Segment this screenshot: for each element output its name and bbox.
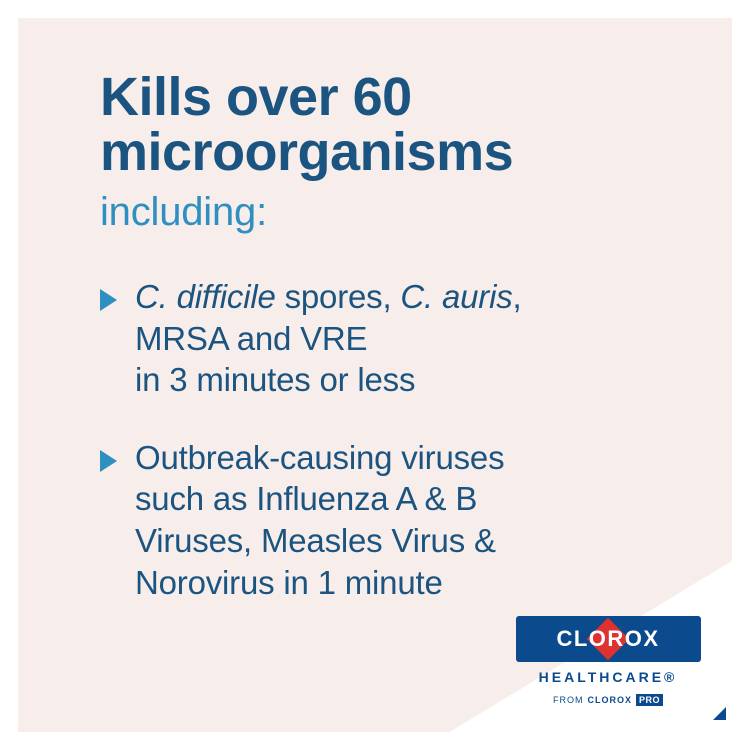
list-item-line [135, 276, 521, 318]
list-item [100, 437, 680, 603]
pathogen-name-c-difficile: C. difficile [135, 278, 276, 316]
subheading: including: [100, 190, 268, 235]
headline-line-1: Kills over 60 [100, 67, 412, 127]
pathogen-suffix-2: , [512, 278, 522, 316]
triangle-right-icon [100, 450, 117, 472]
frame-bottom-edge [0, 732, 750, 750]
brand-division: HEALTHCARE® [538, 669, 678, 685]
headline-line-2: microorganisms [100, 122, 514, 183]
triangle-right-icon [100, 289, 117, 311]
list-item-line: such as Influenza A & B [135, 480, 478, 518]
list-item-line: Outbreak-causing viruses [135, 438, 505, 476]
parent-brand-suffix: PRO [636, 694, 663, 706]
clorox-wordmark-badge [516, 616, 701, 662]
claim-content [100, 67, 680, 639]
frame-left-edge [0, 0, 18, 750]
list-item-line: Norovirus in 1 minute [135, 563, 443, 601]
pathogen-name-c-auris: C. auris [400, 278, 513, 316]
brand-name: CLOROX [556, 626, 660, 651]
list-item-line: MRSA and VRE [135, 319, 368, 357]
page-title [100, 67, 680, 183]
parent-brand-name: CLOROX [587, 695, 632, 705]
claims-list [100, 276, 680, 603]
from-label: FROM [552, 695, 584, 705]
frame-top-edge [0, 0, 750, 18]
pathogen-suffix-1: spores, [275, 278, 401, 316]
list-item-line: Viruses, Measles Virus & [135, 522, 496, 560]
list-item-text [135, 437, 504, 603]
list-item-text [135, 276, 521, 401]
brand-logo [508, 616, 708, 706]
list-item [100, 276, 680, 401]
logo-corner-triangle-icon [713, 707, 726, 720]
frame-right-edge [732, 0, 750, 750]
list-item-line: in 3 minutes or less [135, 361, 416, 399]
brand-parent-line [508, 694, 708, 706]
